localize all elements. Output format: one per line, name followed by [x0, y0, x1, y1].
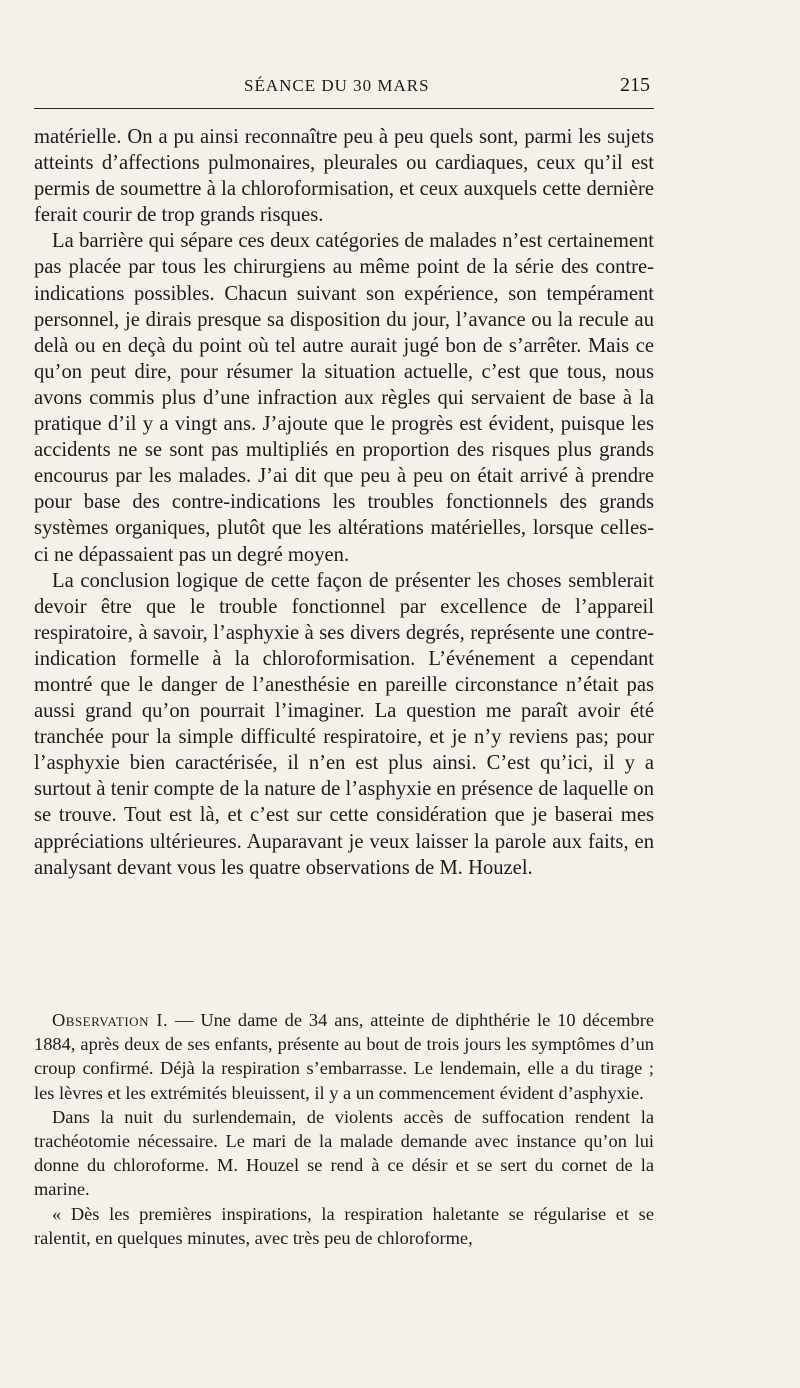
observation-paragraph-2: Dans la nuit du surlendemain, de violents accès de suffocation rendent la trachéotomie nécessaire. Le mari de la malade demande avec instance qu’on lui donne du chloroforme. M. Houzel se rend à ce désir et se sert du cornet de la marine. — [34, 1106, 654, 1200]
page-header — [34, 74, 654, 104]
running-title: SÉANCE DU 30 MARS — [244, 76, 430, 95]
paragraph-2: La barrière qui sépare ces deux catégories de malades n’est certainement pas placée par tous les chirurgiens au même point de la série des contre-indications possibles. Chacun suivant son expérience, son tempérament personnel, je dirais presque sa disposition du jour, l’avance ou la recule au delà ou en deçà du point où tel autre aurait jugé bon de s’arrêter. Mais ce qu’on peut dire, pour résumer la situation actuelle, c’est que tous, nous avons commis plus d’une infraction aux règles qui servaient de base à la pratique d’il y a vingt ans. J’ajoute que le progrès est évident, puisque les accidents ne se sont pas multipliés en proportion des risques plus grands encourus par les malades. J’ai dit que peu à peu on était arrivé à prendre pour base des contre-indications les troubles fonctionnels des grands systèmes organiques, plutôt que les altérations matérielles, lorsque celles-ci ne dépassaient pas un degré moyen. — [34, 230, 654, 566]
paragraph-1: matérielle. On a pu ainsi reconnaître peu à peu quels sont, parmi les sujets atteints d’affections pulmonaires, pleurales ou cardiaques, ceux qu’il est permis de soumettre à la chloroformisation, et ceux auxquels cette dernière ferait courir de trop grands risques. — [34, 126, 654, 227]
observation-paragraph-3: « Dès les premières inspirations, la respiration haletante se régularise et se ralentit, en quelques minutes, avec très peu de chloroforme, — [34, 1203, 654, 1248]
observation-label: Observation I. — [52, 1010, 169, 1030]
page-number: 215 — [620, 74, 650, 96]
observation-section — [34, 1008, 654, 1250]
observation-paragraph-1 — [34, 1008, 654, 1105]
paragraph-3: La conclusion logique de cette façon de présenter les choses semblerait devoir être que le trouble fonctionnel par excellence de l’appareil respiratoire, à savoir, l’asphyxie à ses divers degrés, représente une contre-indication formelle à la chloroformisation. L’événement a cependant montré que le danger de l’anesthésie en pareille circonstance n’était pas aussi grand qu’on pourrait l’imaginer. La question me paraît avoir été tranchée pour la simple difficulté respiratoire, et je n’y reviens pas; pour l’asphyxie bien caractérisée, il n’en est plus ainsi. C’est qu’ici, il y a surtout à tenir compte de la nature de l’asphyxie en présence de laquelle on se trouve. Tout est là, et c’est sur cette considération que je baserai mes appréciations ultérieures. Auparavant je veux laisser la parole aux faits, en analysant devant vous les quatre observations de M. Houzel. — [34, 569, 654, 879]
observation-text: — Une dame de 34 ans, atteinte de diphthérie le 10 décembre 1884, après deux de ses enfants, présente au bout de trois jours les symptômes d’un croup confirmé. Déjà la respiration s’embarrasse. Le lendemain, elle a du tirage ; les lèvres et les extrémités bleuissent, il y a un commencement évident d’asphyxie. — [34, 1010, 655, 1103]
header-rule — [34, 108, 654, 109]
main-text — [34, 124, 654, 881]
